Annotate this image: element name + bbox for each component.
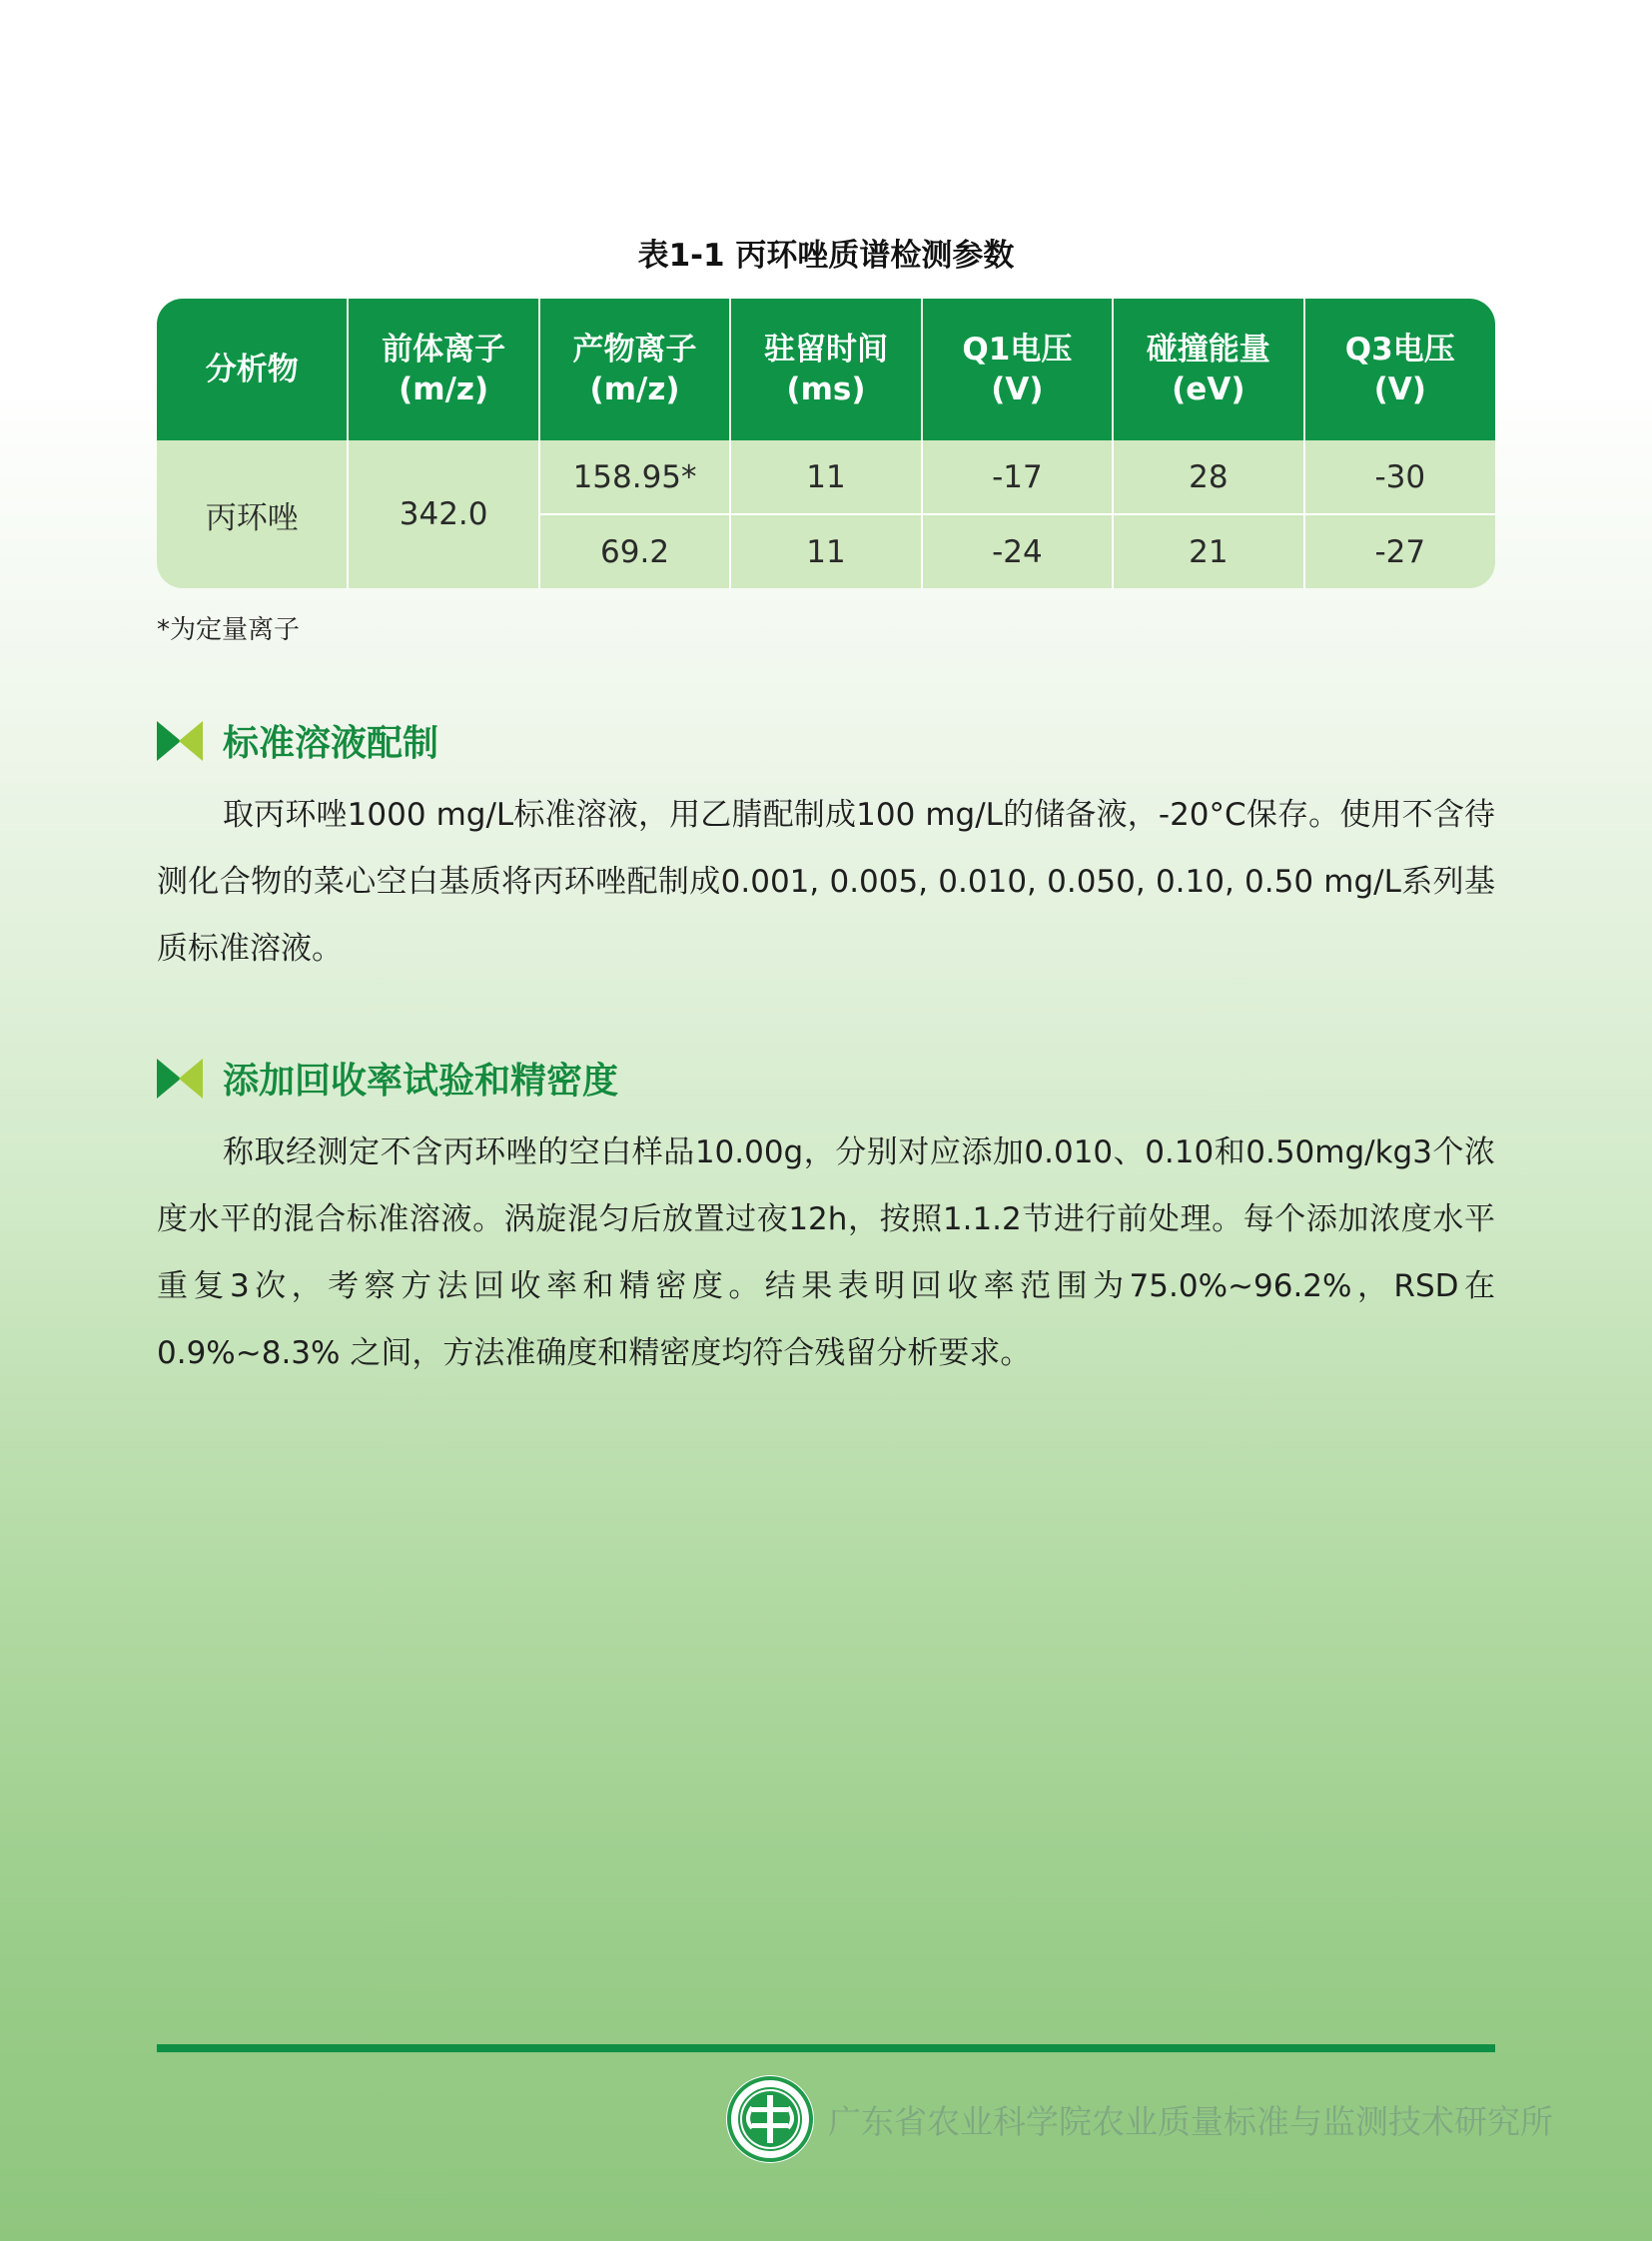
footer-divider (157, 2044, 1495, 2052)
section-heading-text: 添加回收率试验和精密度 (223, 1061, 619, 1102)
cell-q1: -24 (922, 514, 1113, 588)
cell-product: 69.2 (539, 514, 730, 588)
cell-dwell: 11 (730, 514, 921, 588)
section-heading-text: 标准溶液配制 (223, 723, 439, 764)
header-q1-voltage: Q1电压 (V) (922, 299, 1113, 440)
header-q3-voltage: Q3电压 (V) (1304, 299, 1495, 440)
header-precursor-ion: 前体离子 (m/z) (348, 299, 538, 440)
table-row (157, 440, 1495, 514)
cell-q3: -27 (1304, 514, 1495, 588)
section-heading-recovery-precision (157, 1053, 618, 1104)
cell-q3: -30 (1304, 440, 1495, 514)
institute-seal-icon (724, 2073, 816, 2165)
footer (724, 2073, 1553, 2165)
section-marker-icon (157, 1059, 203, 1099)
header-collision-energy: 碰撞能量 (eV) (1113, 299, 1303, 440)
section-paragraph-recovery-precision: 称取经测定不含丙环唑的空白样品10.00g，分别对应添加0.010、0.10和0.50mg/kg3个浓度水平的混合标准溶液。涡旋混匀后放置过夜12h，按照1.1.2节进行前处理。每个添加浓度水平重复3次，考察方法回收率和精密度。结果表明回收率范围为75.0%~96.2%，RSD在0.9%~8.3% 之间，方法准确度和精密度均符合残留分析要求。 (157, 1134, 1495, 1371)
cell-q1: -17 (922, 440, 1113, 514)
ms-parameters-table (157, 299, 1495, 588)
table-footnote: *为定量离子 (157, 615, 301, 645)
header-product-ion: 产物离子 (m/z) (539, 299, 730, 440)
section-heading-standard-solution (157, 715, 438, 766)
cell-ce: 28 (1113, 440, 1303, 514)
cell-ce: 21 (1113, 514, 1303, 588)
cell-product: 158.95* (539, 440, 730, 514)
section-marker-icon (157, 721, 203, 761)
section-paragraph-standard-solution: 取丙环唑1000 mg/L标准溶液，用乙腈配制成100 mg/L的储备液，-20°C保存。使用不含待测化合物的菜心空白基质将丙环唑配制成0.001, 0.005, 0.010, 0.050, 0.10, 0.50 mg/L系列基质标准溶液。 (157, 797, 1495, 967)
table-header-row (157, 299, 1495, 440)
header-analyte: 分析物 (157, 299, 348, 440)
cell-analyte: 丙环唑 (157, 440, 348, 588)
cell-dwell: 11 (730, 440, 921, 514)
header-dwell-time: 驻留时间 (ms) (730, 299, 921, 440)
cell-precursor: 342.0 (348, 440, 538, 588)
table-title: 表1-1 丙环唑质谱检测参数 (637, 238, 1015, 274)
footer-organization: 广东省农业科学院农业质量标准与监测技术研究所 (828, 2101, 1553, 2141)
